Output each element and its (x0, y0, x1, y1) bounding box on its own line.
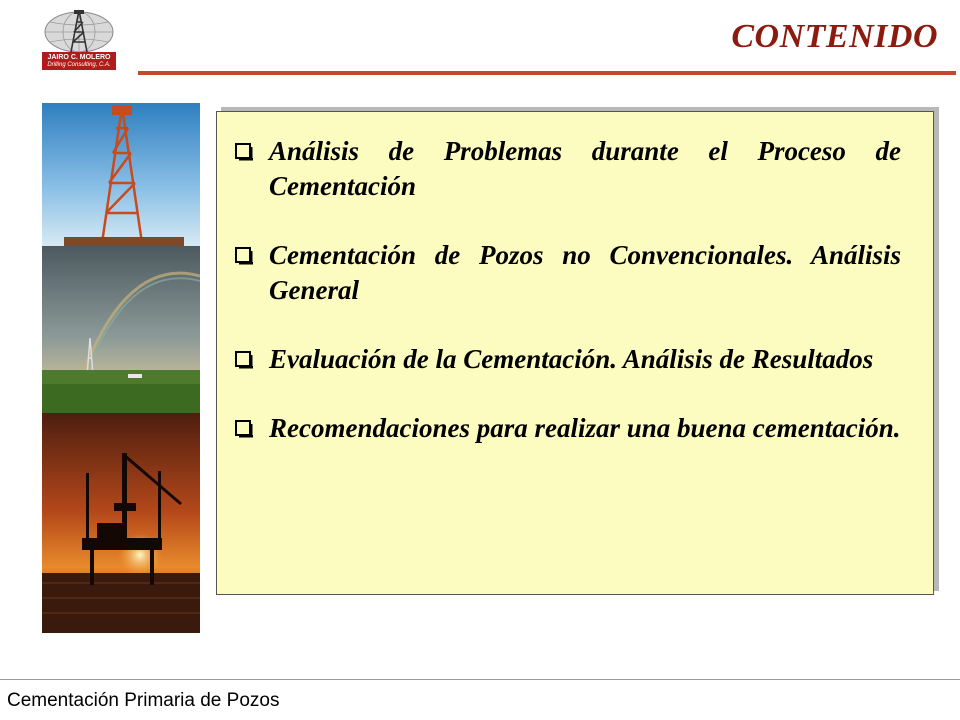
checkbox-bullet-icon (235, 247, 254, 265)
list-item (235, 342, 901, 377)
rig-rainbow-field-image (42, 246, 200, 413)
list-item (235, 411, 901, 446)
list-item (235, 134, 901, 204)
logo-name-line: JAIRO C. MOLERO (47, 54, 111, 61)
header-divider (138, 71, 956, 75)
content-box (216, 111, 934, 595)
company-logo (38, 8, 120, 72)
footer-divider (0, 679, 960, 680)
content-list (235, 134, 901, 480)
list-item-text: Cementación de Pozos no Convencionales. Análisis General (269, 240, 901, 305)
checkbox-bullet-icon (235, 351, 254, 369)
list-item (235, 238, 901, 308)
offshore-platform-sunset-image (42, 413, 200, 633)
checkbox-bullet-icon (235, 143, 254, 161)
list-item-text: Evaluación de la Cementación. Análisis de Resultados (269, 344, 874, 374)
drilling-rig-sunset-image (42, 103, 200, 246)
page-title: CONTENIDO (731, 18, 938, 55)
footer-text: Cementación Primaria de Pozos (7, 690, 280, 711)
list-item-text: Recomendaciones para realizar una buena cementación. (269, 413, 901, 443)
checkbox-bullet-icon (235, 420, 254, 438)
photo-strip (42, 103, 200, 633)
list-item-text: Análisis de Problemas durante el Proceso de Cementación (269, 136, 901, 201)
logo-company-line: Drilling Consulting, C.A. (47, 62, 111, 68)
